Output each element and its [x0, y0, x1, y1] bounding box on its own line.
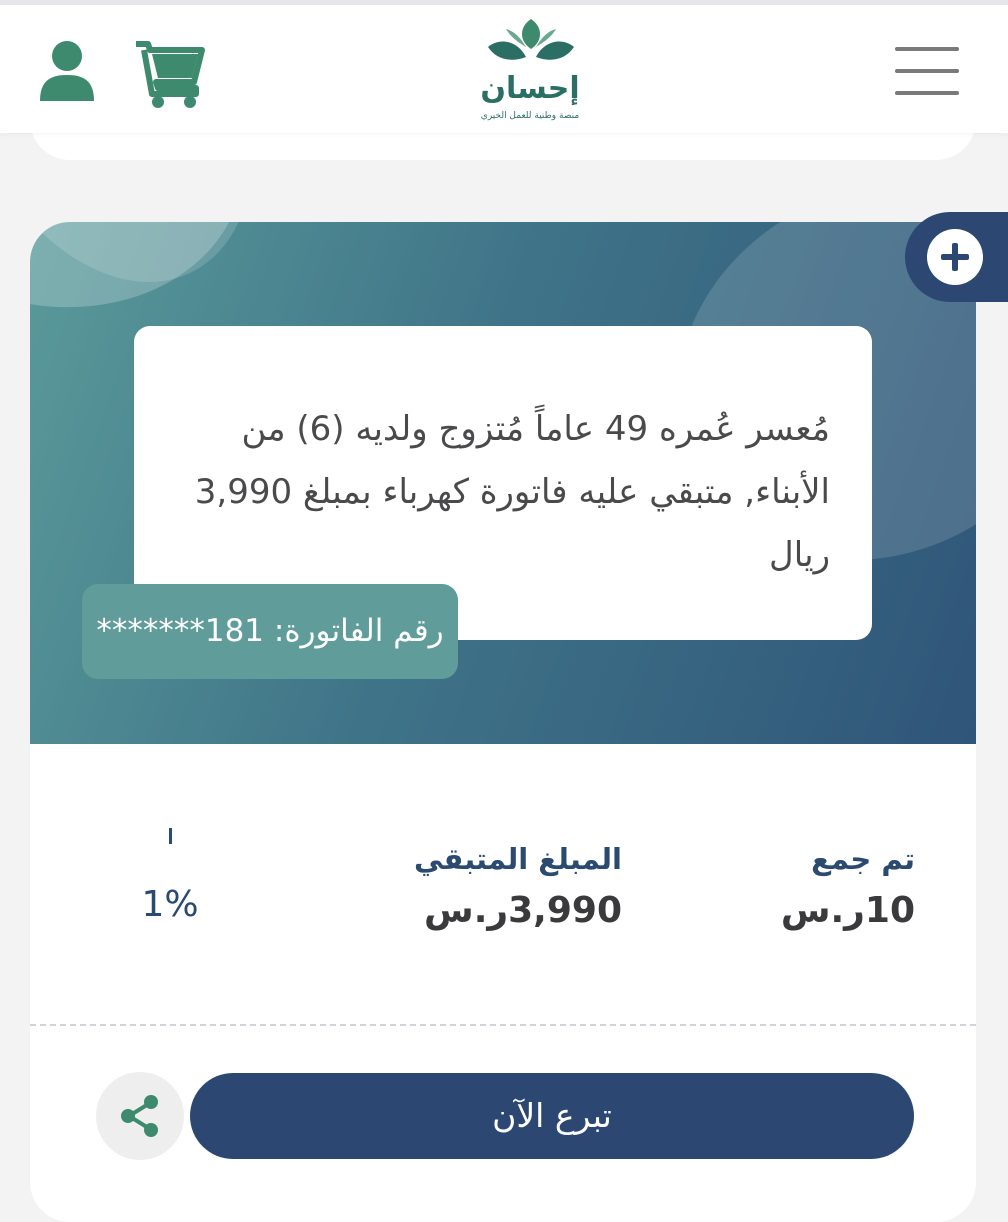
stat-progress — [130, 822, 210, 925]
progress-percent: 1% — [141, 884, 199, 925]
menu-line — [895, 47, 959, 51]
logo-leaves-icon — [486, 17, 576, 67]
logo-name: إحسان — [480, 71, 580, 106]
add-to-cart-tab[interactable] — [905, 212, 1008, 302]
invoice-number-badge — [82, 584, 458, 679]
plus-icon — [927, 229, 983, 285]
ehsan-logo[interactable] — [470, 17, 590, 129]
stat-collected — [780, 842, 915, 931]
case-description: مُعسر عُمره 49 عاماً مُتزوج ولديه (6) من الأبناء, متبقي عليه فاتورة كهرباء بمبلغ 3,990 ريال — [194, 409, 830, 575]
top-header — [0, 0, 1008, 133]
donate-now-button[interactable]: تبرع الآن — [190, 1073, 914, 1159]
collected-value: 10ر.س — [780, 890, 915, 931]
case-card — [30, 222, 976, 1222]
menu-line — [895, 91, 959, 95]
collected-label: تم جمع — [811, 842, 915, 876]
invoice-number: رقم الفاتورة: 181******* — [96, 613, 444, 649]
user-profile-icon — [38, 39, 98, 103]
shopping-cart-icon — [134, 38, 206, 110]
divider — [30, 1024, 976, 1026]
hamburger-menu-icon[interactable] — [895, 47, 959, 97]
share-icon — [118, 1094, 162, 1138]
remaining-label: المبلغ المتبقي — [413, 842, 622, 876]
cart-button[interactable] — [134, 38, 206, 110]
case-banner — [30, 222, 976, 744]
stat-remaining — [410, 842, 622, 931]
user-profile-button[interactable] — [38, 39, 98, 103]
remaining-value: 3,990ر.س — [424, 890, 622, 931]
logo-tagline: منصة وطنية للعمل الخيري — [480, 111, 580, 121]
share-button[interactable] — [96, 1072, 184, 1160]
progress-indicator — [169, 828, 172, 844]
menu-line — [895, 69, 959, 73]
